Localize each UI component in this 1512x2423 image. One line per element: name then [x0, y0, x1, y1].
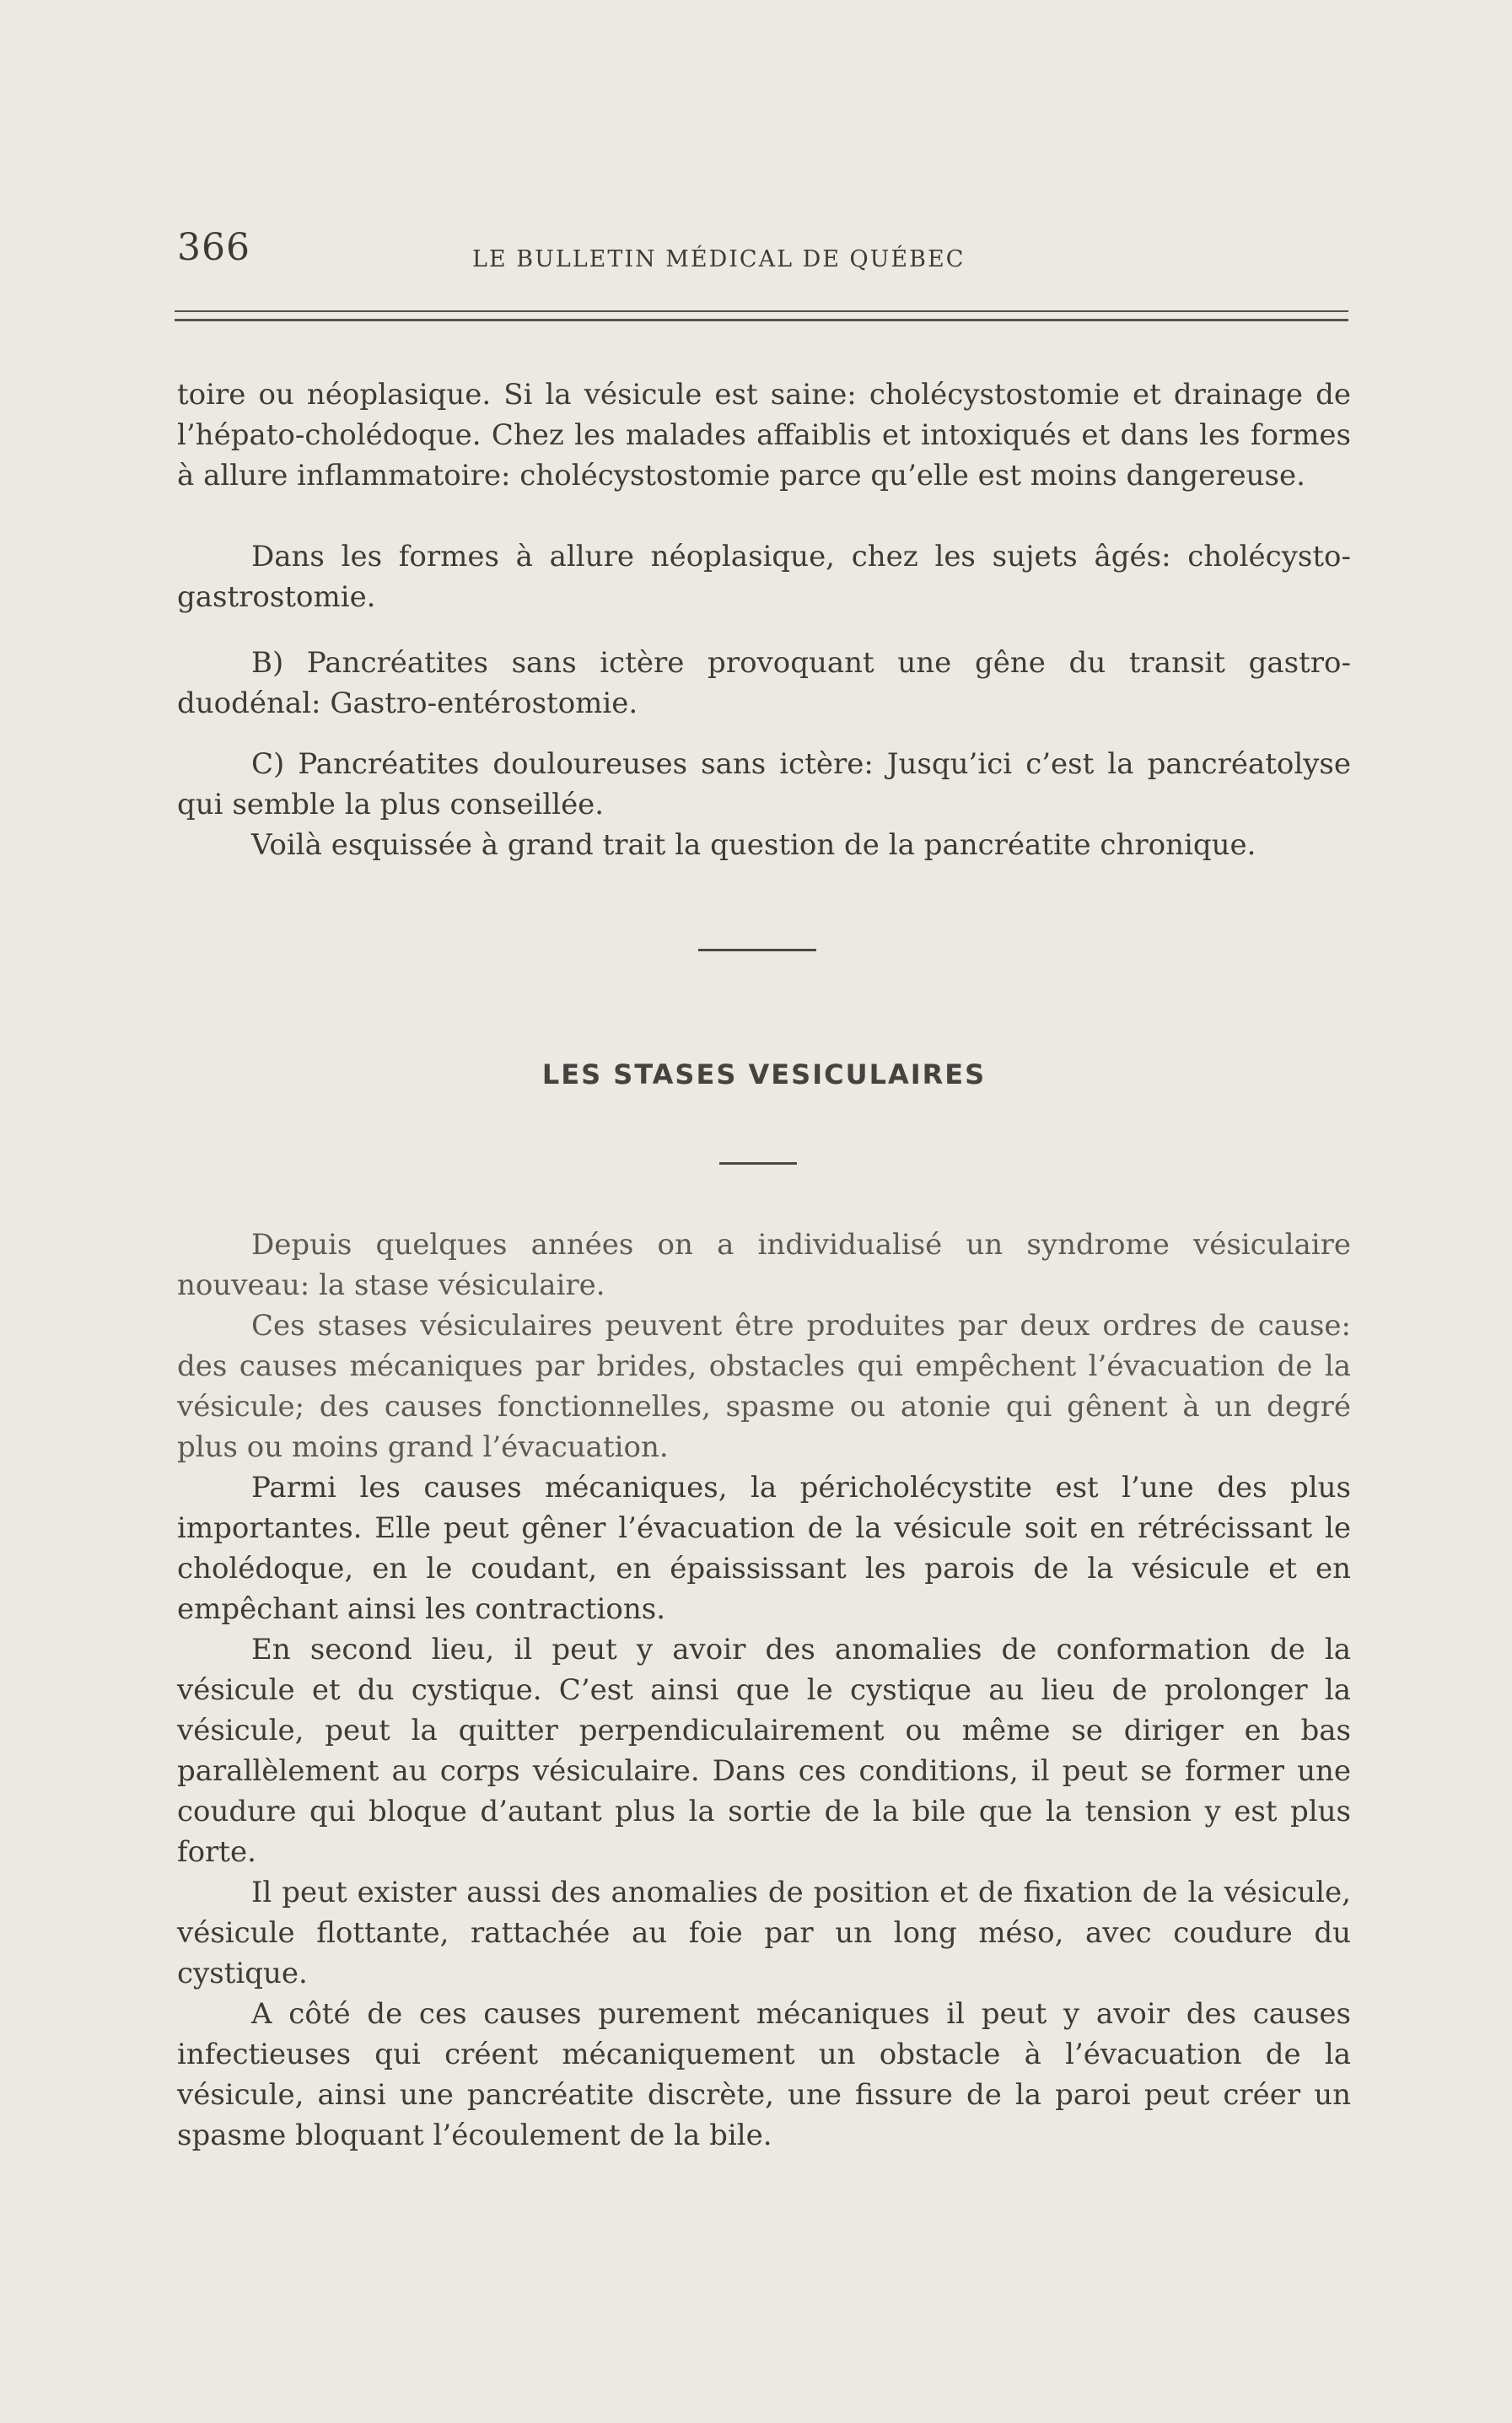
paragraph-stase-intro: Depuis quelques années on a individualisé un syndrome vésiculaire nouveau: la stase vésiculaire. [177, 1228, 1351, 1302]
paragraph-pancreatites-c: C) Pancréatites douloureuses sans ictère: Jusqu’ici c’est la pancréatolyse qui semble la plus conseillée. [177, 747, 1351, 821]
page-number: 366 [177, 226, 250, 269]
paragraph-causes-mecaniques: Parmi les causes mécaniques, la péricholécystite est l’une des plus importantes. Elle peut gêner l’évacuation de la vésicule soit en rétrécissant le cholédoque, en le coudant, en épaississant les parois de la vésicule et en empêchant ainsi les contractions. [177, 1471, 1351, 1626]
title-separator [719, 1162, 797, 1165]
paragraph-pancreatites-b: B) Pancréatites sans ictère provoquant une gêne du transit gastro-duodénal: Gastro-entérostomie. [177, 646, 1351, 720]
header-rule [175, 310, 1348, 322]
paragraph-causes-infectieuses: A côté de ces causes purement mécaniques il peut y avoir des causes infectieuses qui créent mécaniquement un obstacle à l’évacuation de la vésicule, ainsi une pancréatite discrète, une fissure de la paroi peut créer un spasme bloquant l’écoulement de la bile. [177, 1997, 1351, 2152]
paragraph-stase-causes: Ces stases vésiculaires peuvent être produites par deux ordres de cause: des causes mécaniques par brides, obstacles qui empêchent l’évacuation de la vésicule; des causes fonctionnelles, spasme ou atonie qui gênent à un degré plus ou moins grand l’évacuation. [177, 1309, 1351, 1464]
paragraph-conclusion: Voilà esquissée à grand trait la question de la pancréatite chronique. [251, 828, 1256, 862]
running-head: LE BULLETIN MÉDICAL DE QUÉBEC [472, 246, 966, 272]
section-title: LES STASES VESICULAIRES [541, 1058, 987, 1090]
section-separator [698, 949, 816, 951]
paragraph-anomalies-conformation: En second lieu, il peut y avoir des anomalies de conformation de la vésicule et du cystique. C’est ainsi que le cystique au lieu de prolonger la vésicule, peut la quitter perpendiculairement ou même se diriger en bas parallèlement au corps vésiculaire. Dans ces conditions, il peut se former une coudure qui bloque d’autant plus la sortie de la bile que la tension y est plus forte. [177, 1633, 1351, 1869]
paragraph-continuation: toire ou néoplasique. Si la vésicule est saine: cholécystostomie et drainage de l’hépato-cholédoque. Chez les malades affaiblis et intoxiqués et dans les formes à allure inflammatoire: cholécystostomie parce qu’elle est moins dangereuse. [177, 378, 1351, 493]
paragraph-neoplasique: Dans les formes à allure néoplasique, chez les sujets âgés: cholécysto-gastrostomie. [177, 540, 1351, 614]
paragraph-anomalies-position: Il peut exister aussi des anomalies de position et de fixation de la vésicule, vésicule flottante, rattachée au foie par un long méso, avec coudure du cystique. [177, 1876, 1351, 1990]
